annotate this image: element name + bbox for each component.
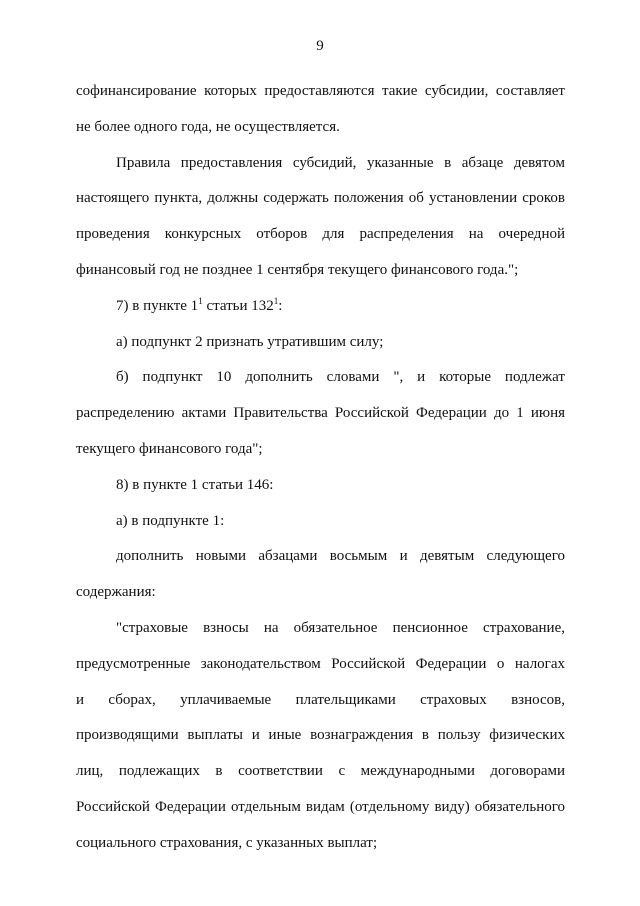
paragraph xyxy=(76,504,565,540)
paragraph-line: Российской Федерации отдельным видам (отдельному виду) обязательного xyxy=(76,798,565,815)
text-segment: 7) в пункте 1 xyxy=(116,297,199,314)
paragraph xyxy=(76,289,565,325)
paragraph-line: финансовый год не позднее 1 сентября текущего финансового года."; xyxy=(76,261,519,278)
paragraph-line: софинансирование которых предоставляются такие субсидии, составляет xyxy=(76,83,565,99)
page-number: 9 xyxy=(316,38,324,54)
paragraph-line xyxy=(76,289,565,325)
paragraph-line: текущего финансового года"; xyxy=(76,440,263,457)
text-segment: : xyxy=(278,297,283,314)
paragraph-line: производящими выплаты и иные вознаграждения в пользу физических xyxy=(76,727,565,744)
paragraph-line: лиц, подлежащих в соответствии с международными договорами xyxy=(76,763,565,780)
superscript: 1 xyxy=(273,295,279,306)
paragraph-line: а) подпункт 2 признать утратившим силу; xyxy=(116,333,384,350)
superscript: 1 xyxy=(198,295,203,306)
paragraph-line: б) подпункт 10 дополнить словами ", и которые подлежат xyxy=(116,369,565,386)
text-segment: статьи 132 xyxy=(202,297,274,314)
paragraph xyxy=(76,539,565,611)
paragraph xyxy=(76,468,565,504)
paragraph-line: проведения конкурсных отборов для распределения на очередной xyxy=(76,226,565,243)
paragraph-line: не более одного года, не осуществляется. xyxy=(76,118,340,135)
document-body xyxy=(76,74,565,862)
paragraph xyxy=(76,325,565,361)
paragraph-line: Правила предоставления субсидий, указанные в абзаце девятом xyxy=(116,154,565,171)
paragraph xyxy=(76,611,565,862)
paragraph-line: "страховые взносы на обязательное пенсионное страхование, xyxy=(116,619,565,636)
paragraph xyxy=(76,360,565,467)
paragraph-line: содержания: xyxy=(76,584,156,601)
paragraph-line: и сборах, уплачиваемые плательщиками страховых взносов, xyxy=(76,691,565,708)
paragraph xyxy=(76,146,565,289)
paragraph-line: 8) в пункте 1 статьи 146: xyxy=(116,476,274,493)
paragraph-line: предусмотренные законодательством Российской Федерации о налогах xyxy=(76,655,565,672)
paragraph xyxy=(76,74,565,146)
paragraph-line: дополнить новыми абзацами восьмым и девятым следующего xyxy=(116,548,565,565)
paragraph-line: а) в подпункте 1: xyxy=(116,512,225,529)
paragraph-line: настоящего пункта, должны содержать положения об установлении сроков xyxy=(76,190,565,207)
paragraph-line: распределению актами Правительства Российской Федерации до 1 июня xyxy=(76,405,565,422)
paragraph-line: социального страхования, с указанных выплат; xyxy=(76,834,378,851)
